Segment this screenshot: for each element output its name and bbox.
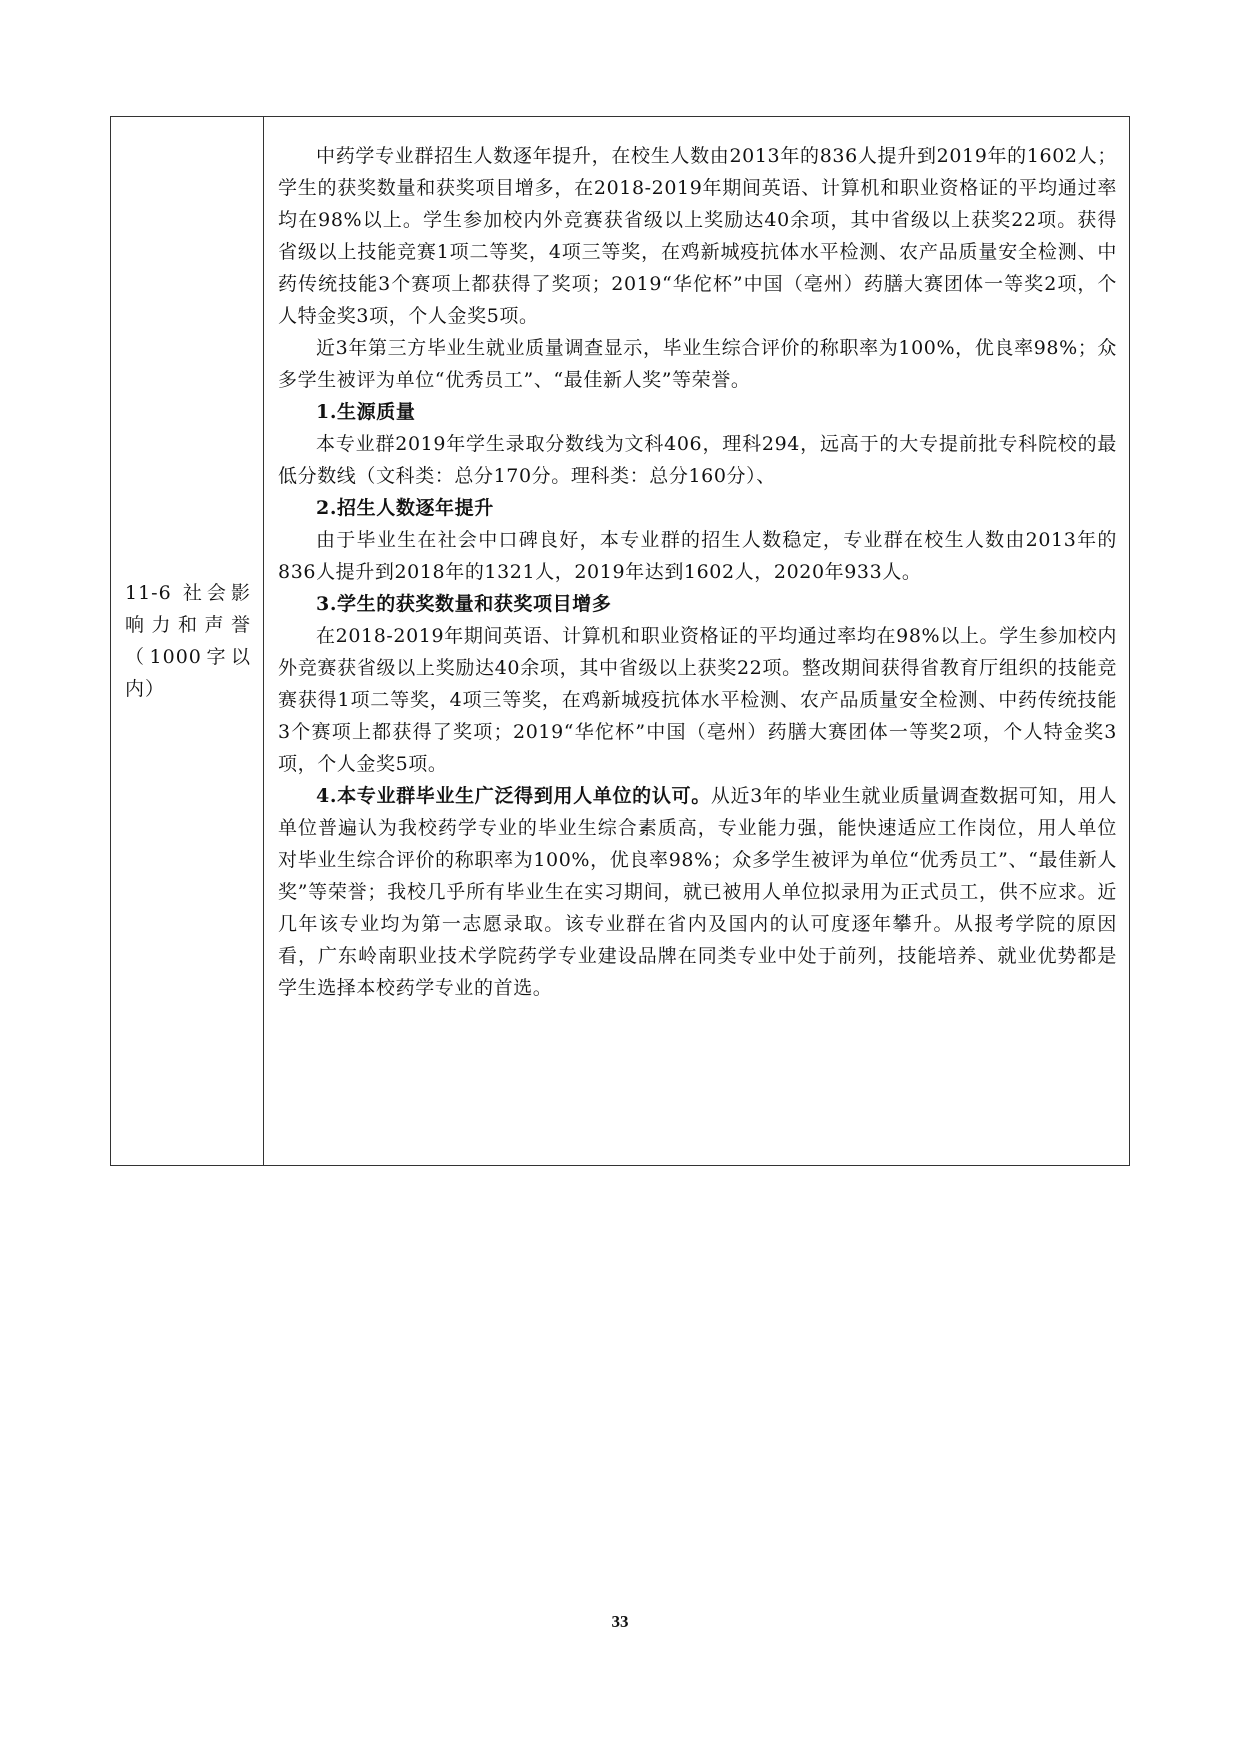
section-paragraph-1: 本专业群2019年学生录取分数线为文科406，理科294，远高于的大专提前批专科院校的最低分数线（文科类：总分170分。理科类：总分160分）、: [278, 433, 1117, 487]
row-content-cell: [264, 117, 1129, 1165]
row-label: 11-6 社会影响力和声誉（1000字以内）: [125, 582, 251, 700]
section-paragraph-4: [278, 780, 1117, 1004]
section-heading-2: 2.招生人数逐年提升: [316, 497, 494, 519]
page-number: 33: [611, 1612, 629, 1631]
section-heading-3: 3.学生的获奖数量和获奖项目增多: [316, 593, 612, 615]
section-heading-4: 4.本专业群毕业生广泛得到用人单位的认可。: [316, 785, 711, 807]
section-paragraph-3: 在2018-2019年期间英语、计算机和职业资格证的平均通过率均在98%以上。学生参加校内外竞赛获省级以上奖励达40余项，其中省级以上获奖22项。整改期间获得省教育厅组织的技能竞赛获得1项二等奖，4项三等奖，在鸡新城疫抗体水平检测、农产品质量安全检测、中药传统技能3个赛项上都获得了奖项；2019“华佗杯”中国（亳州）药膳大赛团体一等奖2项，个人特金奖3项，个人金奖5项。: [278, 625, 1117, 775]
content-table: [110, 116, 1130, 1166]
section-paragraph-2: 由于毕业生在社会中口碑良好，本专业群的招生人数稳定，专业群在校生人数由2013年的836人提升到2018年的1321人，2019年达到1602人，2020年933人。: [278, 529, 1117, 583]
intro-paragraph-1: 中药学专业群招生人数逐年提升，在校生人数由2013年的836人提升到2019年的1602人；学生的获奖数量和获奖项目增多，在2018-2019年期间英语、计算机和职业资格证的平均通过率均在98%以上。学生参加校内外竞赛获省级以上奖励达40余项，其中省级以上获奖22项。获得省级以上技能竞赛1项二等奖，4项三等奖，在鸡新城疫抗体水平检测、农产品质量安全检测、中药传统技能3个赛项上都获得了奖项；2019“华佗杯”中国（亳州）药膳大赛团体一等奖2项，个人特金奖3项，个人金奖5项。: [278, 145, 1117, 327]
section-paragraph-4-body: 从近3年的毕业生就业质量调查数据可知，用人单位普遍认为我校药学专业的毕业生综合素质高，专业能力强，能快速适应工作岗位，用人单位对毕业生综合评价的称职率为100%，优良率98%；众多学生被评为单位“优秀员工”、“最佳新人奖”等荣誉；我校几乎所有毕业生在实习期间，就已被用人单位拟录用为正式员工，供不应求。近几年该专业均为第一志愿录取。该专业群在省内及国内的认可度逐年攀升。从报考学院的原因看，广东岭南职业技术学院药学专业建设品牌在同类专业中处于前列，技能培养、就业优势都是学生选择本校药学专业的首选。: [278, 785, 1117, 999]
row-label-cell: [111, 117, 264, 1165]
section-heading-1: 1.生源质量: [316, 401, 416, 423]
intro-paragraph-2: 近3年第三方毕业生就业质量调查显示，毕业生综合评价的称职率为100%，优良率98%；众多学生被评为单位“优秀员工”、“最佳新人奖”等荣誉。: [278, 337, 1117, 391]
